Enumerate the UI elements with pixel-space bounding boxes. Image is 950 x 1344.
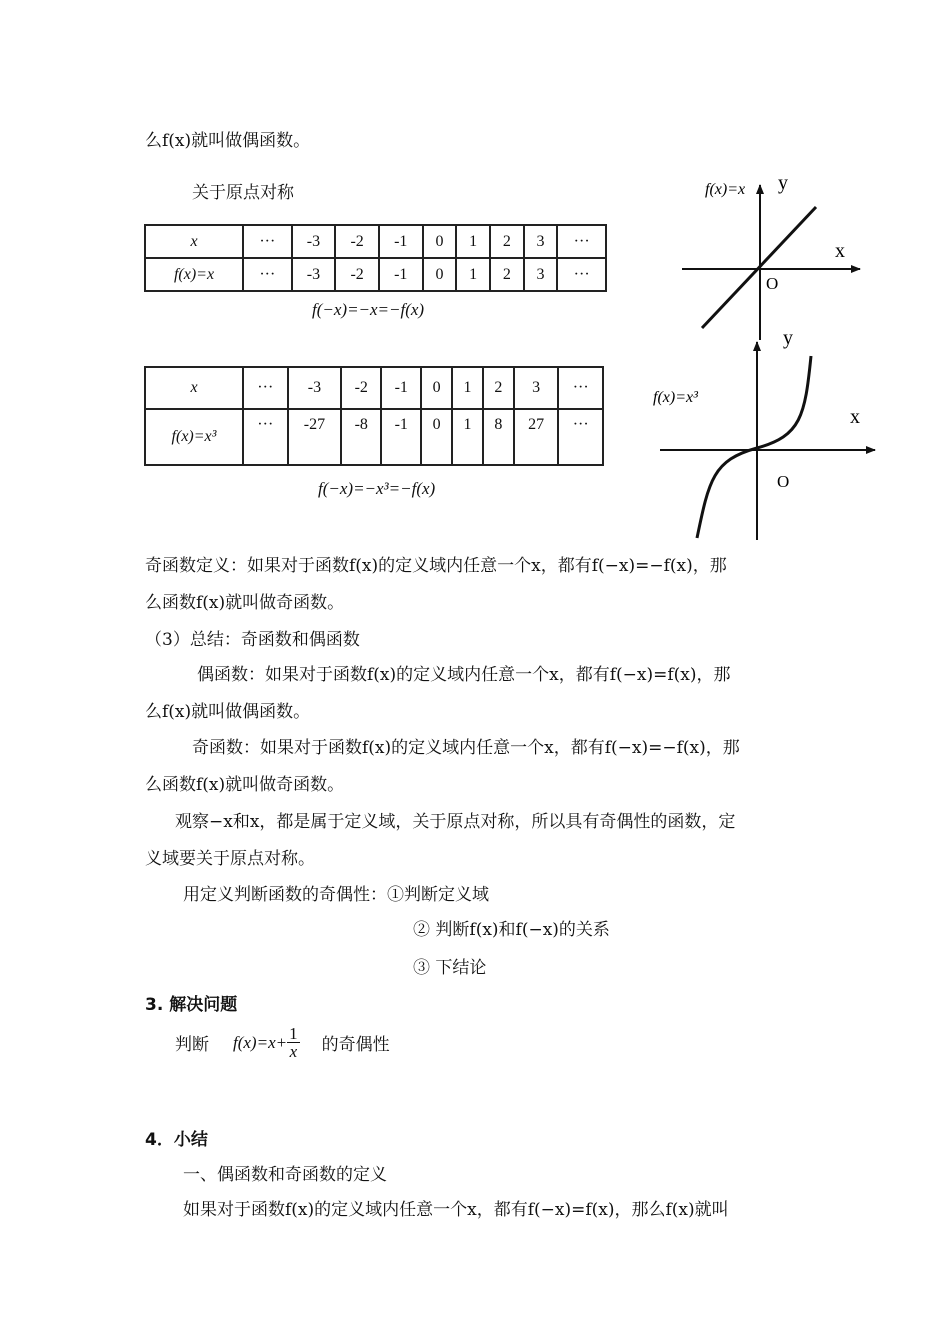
table-cell: 2: [483, 367, 514, 409]
table-cell: -8: [341, 409, 381, 465]
table-cell: ···: [557, 258, 606, 291]
table-cell: ···: [243, 367, 288, 409]
value-table-linear: [144, 224, 607, 292]
table-cell: -1: [379, 258, 423, 291]
table-cell: -2: [341, 367, 381, 409]
table-row: [145, 409, 603, 465]
odd-definition-line1: 奇函数定义：如果对于函数f(x)的定义域内任意一个x，都有f(−x)=−f(x)，那: [145, 556, 727, 576]
step-2: ② 判断f(x)和f(−x)的关系: [413, 920, 610, 940]
table-cell: 3: [514, 367, 559, 409]
table-cell: -1: [381, 409, 421, 465]
table-cell: 2: [490, 258, 524, 291]
observe-line1: 观察−x和x，都是属于定义域，关于原点对称，所以具有奇偶性的函数，定: [175, 812, 736, 832]
origin-label: O: [777, 472, 790, 491]
cubic-curve: [697, 356, 811, 538]
table-header-x: x: [145, 367, 243, 409]
table-header-fx: f(x)=x³: [145, 409, 243, 465]
table-cell: 1: [452, 409, 483, 465]
problem-function: f(x)=x+: [233, 1032, 288, 1052]
x-axis-label: x: [835, 240, 845, 262]
function-label: f(x)=x³: [653, 389, 698, 406]
problem-line: [175, 1025, 390, 1060]
function-label: f(x)=x: [705, 181, 746, 198]
table-cell: 27: [514, 409, 559, 465]
table-cell: -3: [288, 367, 342, 409]
table-row: [145, 225, 606, 258]
even-line1: 偶函数：如果对于函数f(x)的定义域内任意一个x，都有f(−x)=f(x)，那: [197, 665, 731, 685]
symmetry-note: 关于原点对称: [192, 183, 294, 203]
origin-label: O: [766, 274, 779, 293]
table-header-fx: f(x)=x: [145, 258, 243, 291]
table-cell: 8: [483, 409, 514, 465]
identity-linear: f(−x)=−x=−f(x): [312, 300, 425, 319]
table-cell: 1: [452, 367, 483, 409]
even-line2: 么f(x)就叫做偶函数。: [145, 702, 311, 722]
table-cell: ···: [243, 225, 292, 258]
table-cell: -2: [335, 225, 379, 258]
section-3-title: 3. 解决问题: [145, 995, 238, 1015]
identity-cubic: f(−x)=−x³=−f(x): [318, 479, 436, 498]
odd-line2: 么函数f(x)就叫做奇函数。: [145, 775, 345, 795]
table-cell: 3: [524, 258, 558, 291]
table-cell: ···: [558, 409, 603, 465]
table-cell: 0: [423, 225, 457, 258]
summary-last-line: 如果对于函数f(x)的定义域内任意一个x，都有f(−x)=f(x)，那么f(x)就叫: [183, 1200, 729, 1220]
table-cell: -3: [292, 225, 336, 258]
y-axis-label: y: [783, 327, 793, 349]
odd-line1: 奇函数：如果对于函数f(x)的定义域内任意一个x，都有f(−x)=−f(x)，那: [192, 738, 740, 758]
problem-suffix: 的奇偶性: [321, 1035, 390, 1055]
graph-cubic: [645, 320, 890, 545]
problem-fraction: [287, 1025, 300, 1060]
table-cell: ···: [243, 258, 292, 291]
value-table-cubic: [144, 366, 604, 466]
table-cell: 1: [456, 225, 490, 258]
summary-item-1: 一、偶函数和奇函数的定义: [183, 1165, 387, 1185]
table-cell: 2: [490, 225, 524, 258]
table-row: [145, 258, 606, 291]
fraction-numerator: 1: [289, 1024, 298, 1043]
table-cell: 3: [524, 225, 558, 258]
table-cell: 0: [421, 367, 452, 409]
table-cell: ···: [557, 225, 606, 258]
text-line-even-end: 么f(x)就叫做偶函数。: [145, 131, 311, 151]
odd-definition-line2: 么函数f(x)就叫做奇函数。: [145, 593, 345, 613]
problem-prefix: 判断: [175, 1035, 209, 1055]
steps-intro: 用定义判断函数的奇偶性：①判断定义域: [183, 885, 489, 905]
summary-heading: （3）总结：奇函数和偶函数: [145, 630, 360, 650]
y-axis-label: y: [778, 172, 788, 194]
step-3: ③ 下结论: [413, 958, 487, 978]
table-cell: 0: [421, 409, 452, 465]
table-cell: 1: [456, 258, 490, 291]
table-cell: ···: [243, 409, 288, 465]
table-cell: 0: [423, 258, 457, 291]
graph-linear: [650, 165, 890, 345]
table-cell: -27: [288, 409, 342, 465]
x-axis-label: x: [850, 406, 860, 428]
table-cell: -3: [292, 258, 336, 291]
section-4-title: 4．小结: [145, 1130, 208, 1150]
table-cell: ···: [558, 367, 603, 409]
table-cell: -1: [379, 225, 423, 258]
table-header-x: x: [145, 225, 243, 258]
table-row: [145, 367, 603, 409]
table-cell: -1: [381, 367, 421, 409]
observe-line2: 义域要关于原点对称。: [145, 849, 315, 869]
fraction-denominator: x: [289, 1042, 298, 1061]
table-cell: -2: [335, 258, 379, 291]
